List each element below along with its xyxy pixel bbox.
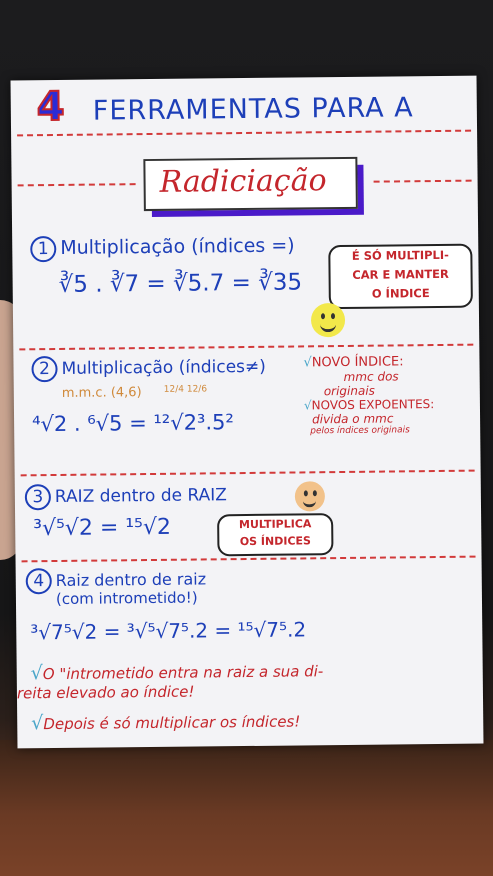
- note-line: divida o mmc: [312, 411, 394, 427]
- note-line: NOVOS EXPOENTES:: [311, 397, 435, 413]
- section-2-notes: [303, 354, 480, 437]
- section-4-heading-text: Raiz dentro de raiz: [55, 569, 207, 591]
- divider: [19, 344, 473, 351]
- floor-background: [0, 740, 493, 876]
- section-3-heading: [25, 482, 227, 510]
- section-2-heading: [31, 354, 266, 382]
- subtitle: Radiciação: [159, 163, 327, 200]
- bubble-line: O ÍNDICE: [371, 286, 430, 301]
- divider: [17, 130, 471, 137]
- section-3-formula: ³√⁵√2 = ¹⁵√2: [33, 514, 172, 542]
- poster-title: FERRAMENTAS PARA A: [92, 92, 414, 127]
- title-number: 4: [36, 83, 65, 131]
- section-3-bubble: [217, 513, 333, 556]
- section-4-number: 4: [26, 568, 52, 594]
- divider: [18, 183, 136, 186]
- note-line: mmc dos: [343, 369, 399, 384]
- bubble-line: OS ÍNDICES: [239, 534, 311, 549]
- section-1-heading-text: Multiplicação (índices =): [60, 234, 295, 259]
- section-2-heading-text: Multiplicação (índices≠): [61, 356, 266, 379]
- check-icon: √: [303, 398, 312, 413]
- note-line: originais: [323, 383, 375, 399]
- divider: [21, 470, 475, 477]
- smiley-icon: [295, 481, 325, 511]
- check-icon: √: [303, 355, 312, 371]
- section-1-number: 1: [30, 236, 56, 262]
- footer-line: Depois é só multiplicar os índices!: [43, 712, 301, 734]
- section-4-subheading: (com intrometido!): [55, 588, 198, 609]
- bubble-line: É SÓ MULTIPLI-: [351, 247, 449, 263]
- footer-line: O "intrometido entra na raiz a sua di-: [42, 662, 324, 684]
- section-2-mmc: m.m.c. (4,6): [61, 385, 142, 401]
- section-2-mmc-fracs: 12/4 12/6: [163, 384, 208, 395]
- section-2-formula: ⁴√2 . ⁶√5 = ¹²√2³.5²: [31, 410, 234, 437]
- footer-line: reita elevado ao índice!: [16, 682, 195, 703]
- section-1-formula: ∛5 . ∛7 = ∛5.7 = ∛35: [58, 269, 303, 298]
- poster: [11, 76, 484, 749]
- check-icon: √: [30, 662, 43, 685]
- section-4-formula: ³√7⁵√2 = ³√⁵√7⁵.2 = ¹⁵√7⁵.2: [30, 617, 307, 645]
- footer-note: [31, 659, 324, 684]
- divider: [22, 556, 476, 563]
- note-line: pelos índices originais: [310, 425, 410, 437]
- smiley-icon: [311, 303, 345, 337]
- bubble-line: MULTIPLICA: [238, 517, 312, 532]
- section-2-number: 2: [31, 356, 57, 382]
- section-1-bubble: [328, 244, 473, 310]
- check-icon: √: [31, 712, 44, 735]
- bubble-line: CAR E MANTER: [352, 266, 449, 282]
- section-3-heading-text: RAIZ dentro de RAIZ: [54, 485, 227, 508]
- section-1-heading: [30, 233, 295, 262]
- divider: [374, 180, 472, 183]
- section-3-number: 3: [25, 484, 51, 510]
- footer-note: [31, 709, 300, 734]
- note-line: NOVO ÍNDICE:: [311, 354, 404, 371]
